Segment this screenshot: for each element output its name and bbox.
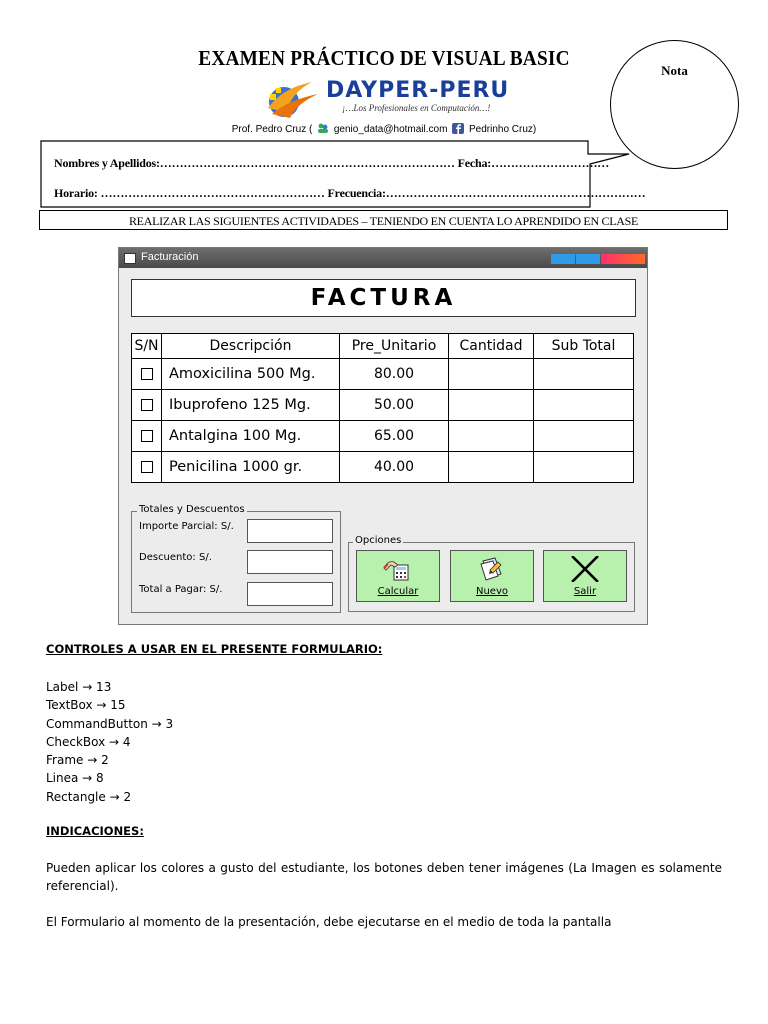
col-header-cantidad: Cantidad bbox=[449, 334, 534, 359]
row-quantity-cell[interactable] bbox=[449, 390, 534, 421]
table-row bbox=[132, 421, 634, 452]
activities-banner: REALIZAR LAS SIGUIENTES ACTIVIDADES – TENIENDO EN CUENTA LO APRENDIDO EN CLASE bbox=[39, 210, 728, 230]
row-checkbox[interactable] bbox=[141, 368, 153, 380]
row-checkbox-cell bbox=[132, 421, 162, 452]
facebook-icon bbox=[452, 123, 464, 134]
controles-heading: CONTROLES A USAR EN EL PRESENTE FORMULARIO: bbox=[46, 642, 383, 656]
prof-facebook: Pedrinho Cruz) bbox=[469, 124, 537, 135]
row-quantity-cell[interactable] bbox=[449, 421, 534, 452]
table-header-row bbox=[132, 334, 634, 359]
row-subtotal-cell bbox=[534, 359, 634, 390]
row-description: Amoxicilina 500 Mg. bbox=[162, 359, 340, 390]
importe-textbox[interactable] bbox=[247, 519, 333, 543]
row-description: Penicilina 1000 gr. bbox=[162, 452, 340, 483]
row-subtotal-cell bbox=[534, 421, 634, 452]
row-quantity-cell[interactable] bbox=[449, 452, 534, 483]
nuevo-label: Nuevo bbox=[475, 586, 508, 597]
indicaciones-paragraph-2: El Formulario al momento de la presentación, debe ejecutarse en el medio de toda la pantalla bbox=[46, 915, 612, 929]
list-item: Frame → 2 bbox=[46, 753, 109, 768]
table-row bbox=[132, 359, 634, 390]
list-item: Linea → 8 bbox=[46, 771, 104, 786]
importe-label: Importe Parcial: S/. bbox=[139, 521, 234, 532]
schedule-line bbox=[54, 186, 645, 201]
row-checkbox-cell bbox=[132, 359, 162, 390]
indicaciones-paragraph-1: Pueden aplicar los colores a gusto del estudiante, los botones deben tener imágenes (La Imagen es solamente referencial). bbox=[46, 861, 722, 893]
brand-name: DAYPER-PERU bbox=[326, 78, 510, 103]
date-dots: ………………………… bbox=[491, 156, 610, 170]
col-header-sub-total: Sub Total bbox=[534, 334, 634, 359]
descuento-textbox[interactable] bbox=[247, 550, 333, 574]
dayper-logo bbox=[262, 78, 512, 120]
nuevo-button[interactable] bbox=[450, 550, 534, 602]
col-header-pre-unitario: Pre_Unitario bbox=[340, 334, 449, 359]
frequency-dots: ………………………………………………………… bbox=[385, 186, 646, 200]
invoice-table bbox=[131, 333, 634, 483]
messenger-icon bbox=[317, 123, 329, 134]
brand-slogan: ¡…Los Profesionales en Computación…! bbox=[342, 103, 491, 113]
row-quantity-cell[interactable] bbox=[449, 359, 534, 390]
nota-label: Nota bbox=[661, 63, 688, 78]
schedule-dots: ………………………………………………… bbox=[97, 186, 325, 200]
totales-legend: Totales y Descuentos bbox=[139, 504, 245, 515]
names-dots: ………………………………………………………………… bbox=[159, 156, 455, 170]
row-description: Ibuprofeno 125 Mg. bbox=[162, 390, 340, 421]
calcular-button[interactable] bbox=[356, 550, 440, 602]
row-description: Antalgina 100 Mg. bbox=[162, 421, 340, 452]
facturacion-window bbox=[118, 247, 648, 625]
row-checkbox-cell bbox=[132, 452, 162, 483]
row-price: 50.00 bbox=[340, 390, 449, 421]
window-icon bbox=[124, 253, 136, 264]
calculator-hand-icon bbox=[382, 556, 414, 582]
row-price: 40.00 bbox=[340, 452, 449, 483]
row-checkbox[interactable] bbox=[141, 399, 153, 411]
total-label: Total a Pagar: S/. bbox=[139, 584, 223, 595]
calcular-label: Calcular bbox=[377, 586, 419, 597]
row-checkbox[interactable] bbox=[141, 461, 153, 473]
list-item: Label → 13 bbox=[46, 680, 112, 694]
total-textbox[interactable] bbox=[247, 582, 333, 606]
window-titlebar bbox=[119, 248, 647, 268]
table-row bbox=[132, 452, 634, 483]
row-price: 65.00 bbox=[340, 421, 449, 452]
col-header-sn: S/N bbox=[132, 334, 162, 359]
table-row bbox=[132, 390, 634, 421]
opciones-legend: Opciones bbox=[355, 535, 402, 546]
row-subtotal-cell bbox=[534, 452, 634, 483]
close-x-icon bbox=[569, 556, 601, 582]
swoosh-logo-icon bbox=[262, 78, 322, 120]
row-checkbox[interactable] bbox=[141, 430, 153, 442]
prof-prefix: Prof. Pedro Cruz ( bbox=[231, 124, 313, 135]
controls-list bbox=[46, 678, 173, 806]
window-title: Facturación bbox=[141, 251, 199, 263]
col-header-descripcion: Descripción bbox=[162, 334, 340, 359]
maximize-button[interactable] bbox=[576, 254, 600, 264]
names-label: Nombres y Apellidos: bbox=[54, 156, 160, 170]
row-subtotal-cell bbox=[534, 390, 634, 421]
factura-header-box bbox=[131, 279, 636, 317]
list-item: CommandButton → 3 bbox=[46, 716, 174, 731]
prof-email: genio_data@hotmail.com bbox=[333, 124, 448, 135]
factura-label: FACTURA bbox=[310, 285, 457, 311]
salir-label: Salir bbox=[573, 586, 597, 597]
names-date-line bbox=[54, 156, 609, 171]
list-item: Rectangle → 2 bbox=[46, 789, 132, 804]
salir-button[interactable] bbox=[543, 550, 627, 602]
date-label: Fecha: bbox=[454, 156, 492, 170]
close-button[interactable] bbox=[601, 254, 645, 264]
row-checkbox-cell bbox=[132, 390, 162, 421]
row-price: 80.00 bbox=[340, 359, 449, 390]
list-item: CheckBox → 4 bbox=[46, 734, 131, 749]
frequency-label: Frecuencia: bbox=[324, 186, 386, 200]
minimize-button[interactable] bbox=[551, 254, 575, 264]
schedule-label: Horario: bbox=[54, 186, 98, 200]
new-document-icon bbox=[476, 556, 508, 582]
indicaciones-heading: INDICACIONES: bbox=[46, 824, 144, 838]
list-item: TextBox → 15 bbox=[46, 698, 126, 713]
exam-title: EXAMEN PRÁCTICO DE VISUAL BASIC bbox=[198, 46, 570, 70]
descuento-label: Descuento: S/. bbox=[139, 552, 212, 563]
